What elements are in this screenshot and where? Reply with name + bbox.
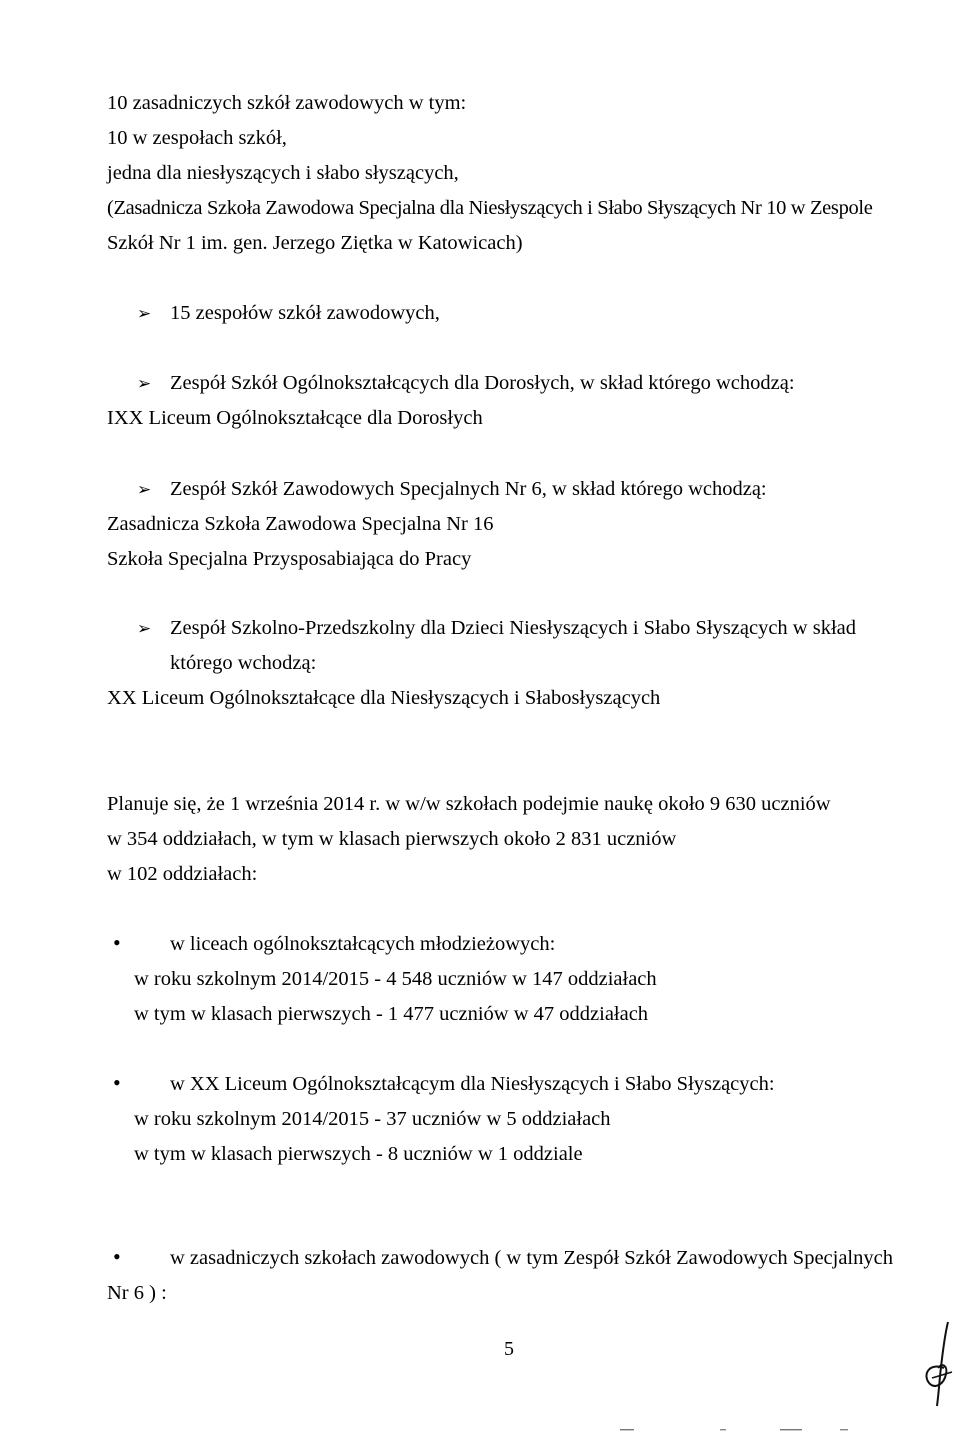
bullet-icon: •: [113, 1070, 121, 1095]
arrow-bullet-icon: ➢: [137, 304, 152, 323]
intro-line-2: 10 w zespołach szkół,: [107, 127, 287, 149]
arrow-item-4-text: Zespół Szkolno-Przedszkolny dla Dzieci Niesłyszących i Słabo Słyszących w skład: [170, 617, 857, 639]
arrow-item-3-text: Zespół Szkół Zawodowych Specjalnych Nr 6, w skład którego wchodzą:: [170, 478, 767, 500]
arrow-item-2-sub-1: IXX Liceum Ogólnokształcące dla Dorosłych: [107, 407, 483, 429]
bullet-1-heading: w liceach ogólnokształcących młodzieżowych:: [170, 933, 556, 955]
handwritten-initial-icon: [918, 1318, 958, 1408]
scan-specks: [600, 1428, 900, 1432]
arrow-item-1-text: 15 zespołów szkół zawodowych,: [170, 302, 440, 324]
bullet-2-heading: w XX Liceum Ogólnokształcącym dla Niesłyszących i Słabo Słyszących:: [170, 1073, 775, 1095]
bullet-1-row-1: w roku szkolnym 2014/2015 - 4 548 uczniów w 147 oddziałach: [134, 968, 657, 990]
plan-line-3: w 102 oddziałach:: [107, 863, 258, 885]
arrow-item-4-text-2: którego wchodzą:: [170, 652, 317, 674]
bullet-3-row-1: Nr 6 ) :: [107, 1282, 167, 1304]
bullet-icon: •: [113, 1244, 121, 1269]
bullet-3-heading: w zasadniczych szkołach zawodowych ( w tym Zespół Szkół Zawodowych Specjalnych: [170, 1247, 893, 1269]
plan-line-1: Planuje się, że 1 września 2014 r. w w/w szkołach podejmie naukę około 9 630 uczniów: [107, 793, 831, 815]
intro-line-1: 10 zasadniczych szkół zawodowych w tym:: [107, 92, 467, 114]
arrow-item-2-text: Zespół Szkół Ogólnokształcących dla Dorosłych, w skład którego wchodzą:: [170, 372, 795, 394]
arrow-bullet-icon: ➢: [137, 374, 152, 393]
intro-line-3: jedna dla niesłyszących i słabo słyszących,: [107, 162, 459, 184]
arrow-bullet-icon: ➢: [137, 480, 152, 499]
arrow-bullet-icon: ➢: [137, 619, 152, 638]
bullet-2-row-1: w roku szkolnym 2014/2015 - 37 uczniów w 5 oddziałach: [134, 1108, 611, 1130]
bullet-icon: •: [113, 930, 121, 955]
arrow-item-3-sub-2: Szkoła Specjalna Przysposabiająca do Pracy: [107, 548, 472, 570]
arrow-item-4-sub-1: XX Liceum Ogólnokształcące dla Niesłyszących i Słabosłyszących: [107, 687, 661, 709]
page-number: 5: [504, 1338, 514, 1360]
intro-line-5: Szkół Nr 1 im. gen. Jerzego Ziętka w Katowicach): [107, 232, 523, 254]
intro-line-4: (Zasadnicza Szkoła Zawodowa Specjalna dla Niesłyszących i Słabo Słyszących Nr 10 w Zespole: [107, 197, 873, 219]
bullet-2-row-2: w tym w klasach pierwszych - 8 uczniów w 1 oddziale: [134, 1143, 583, 1165]
arrow-item-3-sub-1: Zasadnicza Szkoła Zawodowa Specjalna Nr 16: [107, 513, 494, 535]
bullet-1-row-2: w tym w klasach pierwszych - 1 477 uczniów w 47 oddziałach: [134, 1003, 649, 1025]
plan-line-2: w 354 oddziałach, w tym w klasach pierwszych około 2 831 uczniów: [107, 828, 677, 850]
